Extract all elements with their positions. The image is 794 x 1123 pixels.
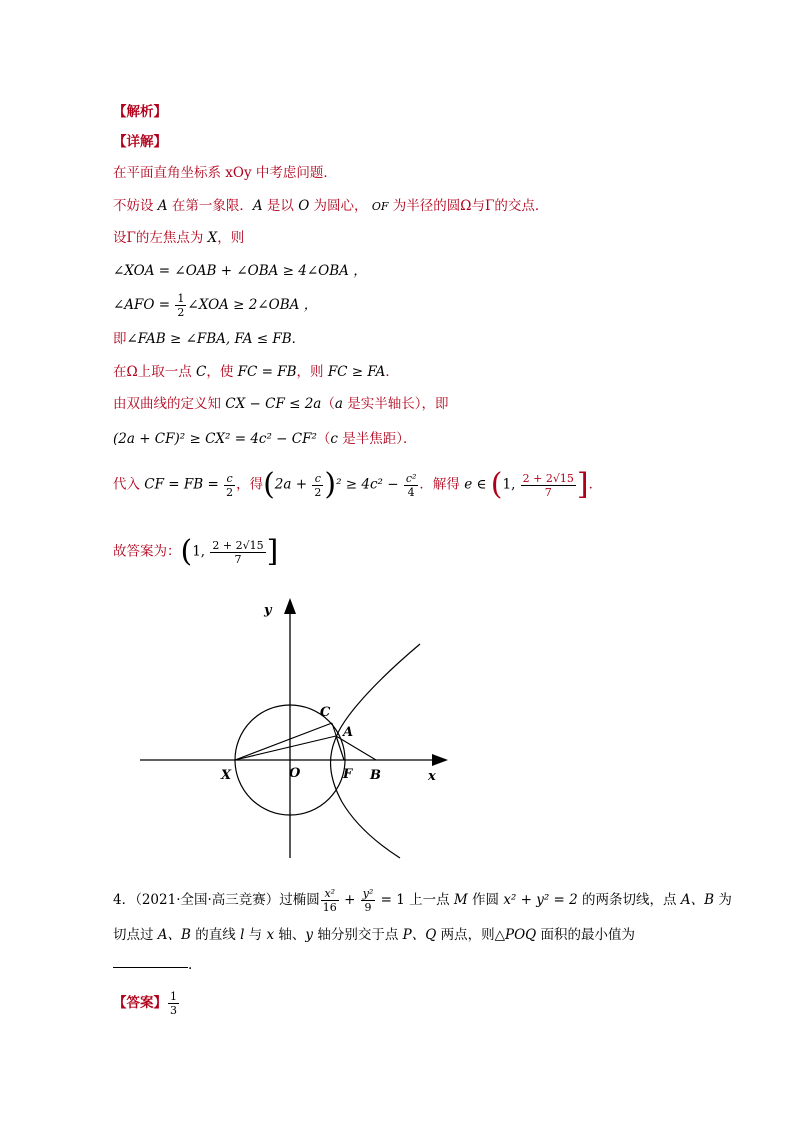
solution-line-1: 在平面直角坐标系 xOy 中考虑问题．	[113, 165, 337, 181]
label-x: x	[428, 769, 436, 784]
solution-line-9: (2a + CF)² ≥ CX² = 4c² − CF²（c 是半焦距）．	[113, 431, 417, 447]
solution-line-2: 不妨设 A 在第一象限．A 是以 O 为圆心， OF 为半径的圆Ω与Γ的交点．	[113, 198, 549, 214]
analysis-label: 【解析】	[113, 104, 167, 120]
problem-4-line-1: 4．（2021·全国·高三竞赛）过椭圆 $\frac{\text{x²}}{16}$ + $\frac{\text{y²}}{9}$ = 1 上一点 M 作圆 x² + y² = 2 的两条切线，点 A、B 为	[113, 887, 732, 914]
solution-line-3: 设Γ的左焦点为 X，则	[113, 230, 245, 246]
label-y: y	[264, 603, 272, 618]
x-axis-arrow	[432, 754, 448, 766]
label-O: O	[289, 766, 301, 781]
label-F: F	[343, 767, 353, 782]
answer-label: 【答案】	[113, 995, 167, 1011]
solution-line-10: 代入 CF = FB = $\frac{c}{2}$ ，得(2a + $\frac{c}{2}$ )² ≥ 4c² − $\frac{\text{c²}}{4}$ ．解得 e ∈ (1, $\frac{2 + 2√15}{7}$ ]．	[113, 467, 603, 502]
answer-blank	[113, 967, 188, 968]
label-X: X	[221, 768, 232, 783]
label-C: C	[320, 705, 331, 720]
hyperbola-figure	[130, 590, 460, 865]
label-B: B	[370, 768, 381, 783]
segment-XA	[235, 736, 336, 760]
solution-line-7: 在Ω上取一点 C，使 FC = FB，则 FC ≥ FA．	[113, 364, 399, 380]
problem-4-line-2: 切点过 A、B 的直线 l 与 x 轴、y 轴分别交于点 P、Q 两点，则△POQ 面积的最小值为	[113, 927, 635, 943]
segment-XC	[235, 723, 332, 760]
solution-line-8: 由双曲线的定义知 CX − CF ≤ 2a（a 是实半轴长），即	[113, 396, 449, 412]
segment-AB	[336, 736, 376, 760]
problem-4-answer: 【答案】 $\frac{1}{3}$	[113, 990, 177, 1017]
solution-line-5: ∠AFO = $\frac{1}{2}$ ∠XOA ≥ 2∠OBA ，	[113, 292, 318, 319]
blank-period: .	[188, 957, 193, 973]
solution-line-6: 即∠FAB ≥ ∠FBA, FA ≤ FB．	[113, 331, 306, 347]
label-A: A	[343, 725, 354, 740]
y-axis-arrow	[284, 598, 296, 614]
detail-label: 【详解】	[113, 134, 167, 150]
solution-line-4: ∠XOA = ∠OAB + ∠OBA ≥ 4∠OBA ，	[113, 263, 367, 279]
answer-line: 故答案为：(1, $\frac{2 + 2√15}{7}$ ]	[113, 534, 279, 569]
